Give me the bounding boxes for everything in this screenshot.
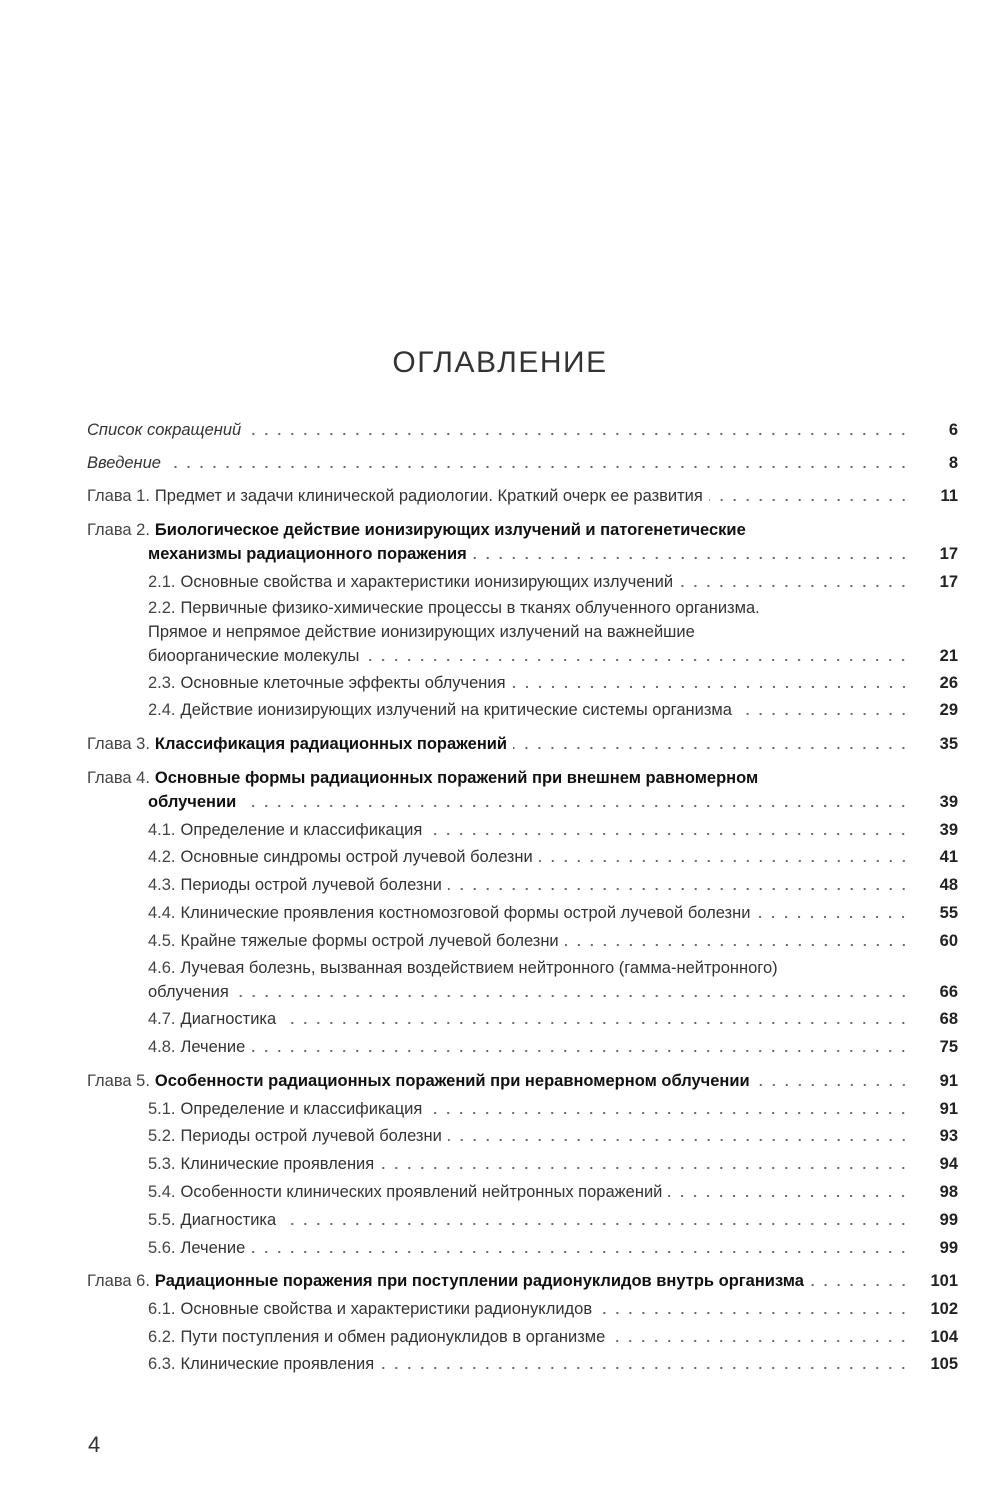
toc-entry-line — [148, 1182, 910, 1202]
toc-entry-number: 5.1. — [148, 1100, 176, 1118]
toc-entry-line — [148, 958, 910, 978]
toc-page-number: 39 — [939, 821, 958, 839]
dot-leader — [428, 1111, 910, 1115]
toc-entry-title: Предмет и задачи клинической радиологии. Краткий очерк ее развития — [154, 487, 703, 505]
toc-entry-line — [87, 1271, 910, 1291]
toc-entry-title: Периоды острой лучевой болезни — [180, 876, 442, 894]
toc-page-number: 29 — [939, 701, 958, 719]
toc-entry-title: Действие ионизирующих излучений на критические системы организма — [180, 701, 732, 719]
toc-page-number: 68 — [939, 1010, 958, 1028]
toc-page-number: 21 — [939, 647, 958, 665]
toc-entry-number: Глава 5. — [87, 1072, 150, 1090]
toc-entry-line — [148, 903, 910, 923]
toc-entry-title: Первичные физико-химические процессы в тканях облученного организма. — [180, 599, 760, 617]
toc-page-number: 39 — [939, 793, 958, 811]
toc-entry-line — [148, 1327, 910, 1347]
toc-entry-number: 6.2. — [148, 1328, 176, 1346]
toc-entry-line — [87, 1071, 910, 1091]
toc-entry-number: 2.2. — [148, 599, 176, 617]
toc-entry-title: механизмы радиационного поражения — [148, 545, 467, 563]
dot-leader — [242, 804, 910, 808]
toc-entry-line — [148, 1009, 910, 1029]
toc-entry-title: Лучевая болезнь, вызванная воздействием нейтронного (гамма-нейтронного) — [180, 959, 778, 977]
dot-leader — [810, 1283, 910, 1287]
toc-entry-title: Диагностика — [180, 1211, 277, 1229]
toc-page-number: 35 — [939, 735, 958, 753]
toc-entry-line — [148, 982, 910, 1002]
dot-leader — [428, 832, 910, 836]
toc-entry-line — [148, 700, 910, 720]
toc-entry-title: Пути поступления и обмен радионуклидов в организме — [180, 1328, 606, 1346]
toc-entry-number: Глава 4. — [87, 769, 150, 787]
dot-leader — [380, 1366, 910, 1370]
dot-leader — [282, 1222, 910, 1226]
toc-entry-line — [148, 544, 910, 564]
toc-page-number: 26 — [939, 674, 958, 692]
toc-page-number: 94 — [939, 1155, 958, 1173]
toc-entry-title: биоорганические молекулы — [148, 647, 360, 665]
dot-leader — [756, 1083, 910, 1087]
toc-entry-title: Классификация радиационных поражений — [154, 735, 508, 753]
toc-entry-number: 5.6. — [148, 1239, 176, 1257]
toc-entry-line — [87, 734, 910, 754]
dot-leader — [668, 1194, 910, 1198]
toc-entry-number: Глава 1. — [87, 487, 150, 505]
toc-page-number: 48 — [939, 876, 958, 894]
toc-entry-line — [148, 622, 910, 642]
toc-page-number: 17 — [939, 545, 958, 563]
toc-page-number: 60 — [939, 932, 958, 950]
dot-leader — [598, 1311, 910, 1315]
toc-page-number: 93 — [939, 1127, 958, 1145]
toc-entry-number: 5.2. — [148, 1127, 176, 1145]
toc-entry-number: 4.1. — [148, 821, 176, 839]
toc-page-number: 66 — [939, 983, 958, 1001]
toc-entry-number: 6.1. — [148, 1300, 176, 1318]
toc-entry-line — [148, 931, 910, 951]
toc-entry-line — [148, 820, 910, 840]
toc-entry-title: Периоды острой лучевой болезни — [180, 1127, 442, 1145]
dot-leader — [539, 859, 910, 863]
toc-entry-line — [148, 1154, 910, 1174]
toc-entry-number: Глава 2. — [87, 521, 150, 539]
toc-page-number: 104 — [930, 1328, 958, 1346]
dot-leader — [473, 556, 910, 560]
toc-entry-title: Диагностика — [180, 1010, 277, 1028]
toc-entry-title: Лечение — [180, 1038, 246, 1056]
toc-entry-title: облучении — [148, 793, 237, 811]
dot-leader — [513, 746, 910, 750]
toc-entry-line — [87, 768, 910, 788]
toc-entry-number: 4.8. — [148, 1038, 176, 1056]
toc-page-number: 91 — [939, 1100, 958, 1118]
toc-entry-title: Клинические проявления костномозговой формы острой лучевой болезни — [180, 904, 751, 922]
toc-entry-number: 2.4. — [148, 701, 176, 719]
toc-entry-line — [148, 1126, 910, 1146]
toc-entry-line — [87, 420, 910, 440]
dot-leader — [365, 658, 910, 662]
toc-entry-number: 4.7. — [148, 1010, 176, 1028]
toc-page-number: 101 — [930, 1272, 958, 1290]
toc-entry-line — [148, 1299, 910, 1319]
toc-page-number: 99 — [939, 1239, 958, 1257]
dot-leader — [756, 915, 910, 919]
toc-entry-title: Особенности радиационных поражений при неравномерном облучении — [154, 1072, 750, 1090]
toc-entry-number: Глава 3. — [87, 735, 150, 753]
toc-page-number: 41 — [939, 848, 958, 866]
dot-leader — [448, 887, 910, 891]
toc-entry-line — [148, 847, 910, 867]
toc-entry-title: Крайне тяжелые формы острой лучевой болезни — [180, 932, 559, 950]
toc-entry-number: 5.3. — [148, 1155, 176, 1173]
toc-page-number: 91 — [939, 1072, 958, 1090]
toc-entry-number: 4.5. — [148, 932, 176, 950]
toc-entry-number: 5.5. — [148, 1211, 176, 1229]
toc-entry-number: 5.4. — [148, 1183, 176, 1201]
toc-entry-title: Биологическое действие ионизирующих излучений и патогенетические — [154, 521, 746, 539]
toc-entry-title: Основные свойства и характеристики ионизирующих излучений — [180, 573, 674, 591]
toc-entry-title: Особенности клинических проявлений нейтронных поражений — [180, 1183, 663, 1201]
toc-page-number: 105 — [930, 1355, 958, 1373]
dot-leader — [679, 584, 910, 588]
toc-entry-line — [148, 598, 910, 618]
toc-entry-line — [148, 1037, 910, 1057]
toc-entry-number: 4.6. — [148, 959, 176, 977]
toc-entry-title: Введение — [87, 454, 161, 472]
toc-entry-number: 4.4. — [148, 904, 176, 922]
toc-entry-number: 2.1. — [148, 573, 176, 591]
dot-leader — [380, 1166, 910, 1170]
toc-page-number: 98 — [939, 1183, 958, 1201]
toc-entry-line — [87, 486, 910, 506]
dot-leader — [247, 432, 910, 436]
toc-entry-title: Определение и классификация — [180, 821, 423, 839]
toc-page-number: 75 — [939, 1038, 958, 1056]
page-number: 4 — [88, 1432, 101, 1457]
dot-leader — [611, 1339, 910, 1343]
toc-entry-line — [148, 572, 910, 592]
toc-entry-line — [87, 453, 910, 473]
toc-entry-title: Основные клеточные эффекты облучения — [180, 674, 506, 692]
dot-leader — [709, 498, 910, 502]
toc-page-number: 99 — [939, 1211, 958, 1229]
dot-leader — [282, 1021, 910, 1025]
toc-entry-line — [148, 1099, 910, 1119]
toc-page-number: 8 — [948, 454, 958, 472]
dot-leader — [565, 943, 910, 947]
toc-entry-title: Основные формы радиационных поражений при внешнем равномерном — [154, 769, 759, 787]
toc-entry-title: Список сокращений — [87, 421, 242, 439]
toc-entry-title: Лечение — [180, 1239, 246, 1257]
toc-entry-title: облучения — [148, 983, 229, 1001]
toc-page-number: 102 — [930, 1300, 958, 1318]
dot-leader — [738, 712, 910, 716]
toc-entry-title: Основные свойства и характеристики радионуклидов — [180, 1300, 593, 1318]
toc-entry-line — [148, 646, 910, 666]
toc-page-number: 17 — [939, 573, 958, 591]
toc-entry-line — [148, 1210, 910, 1230]
dot-leader — [251, 1250, 910, 1254]
toc-entry-title: Основные синдромы острой лучевой болезни — [180, 848, 533, 866]
toc-entry-number: 4.3. — [148, 876, 176, 894]
dot-leader — [512, 685, 910, 689]
toc-entry-line — [148, 792, 910, 812]
toc-page-number: 6 — [948, 421, 958, 439]
toc-entry-number: 6.3. — [148, 1355, 176, 1373]
dot-leader — [235, 994, 910, 998]
toc-page-number: 55 — [939, 904, 958, 922]
toc-heading: ОГЛАВЛЕНИЕ — [392, 346, 608, 379]
toc-page-number: 11 — [940, 487, 958, 505]
toc-entry-line — [148, 673, 910, 693]
dot-leader — [448, 1138, 910, 1142]
toc-entry-title: Клинические проявления — [180, 1155, 375, 1173]
toc-entry-line — [148, 1238, 910, 1258]
toc-entry-title: Радиационные поражения при поступлении радионуклидов внутрь организма — [154, 1272, 804, 1290]
toc-entry-number: 4.2. — [148, 848, 176, 866]
toc-entry-line — [87, 520, 910, 540]
dot-leader — [251, 1049, 910, 1053]
toc-entry-number: 2.3. — [148, 674, 176, 692]
toc-entry-title: Прямое и непрямое действие ионизирующих излучений на важнейшие — [148, 623, 695, 641]
toc-entry-number: Глава 6. — [87, 1272, 150, 1290]
toc-entry-title: Определение и классификация — [180, 1100, 423, 1118]
toc-entry-line — [148, 875, 910, 895]
toc-entry-title: Клинические проявления — [180, 1355, 375, 1373]
toc-entry-line — [148, 1354, 910, 1374]
dot-leader — [167, 465, 910, 469]
